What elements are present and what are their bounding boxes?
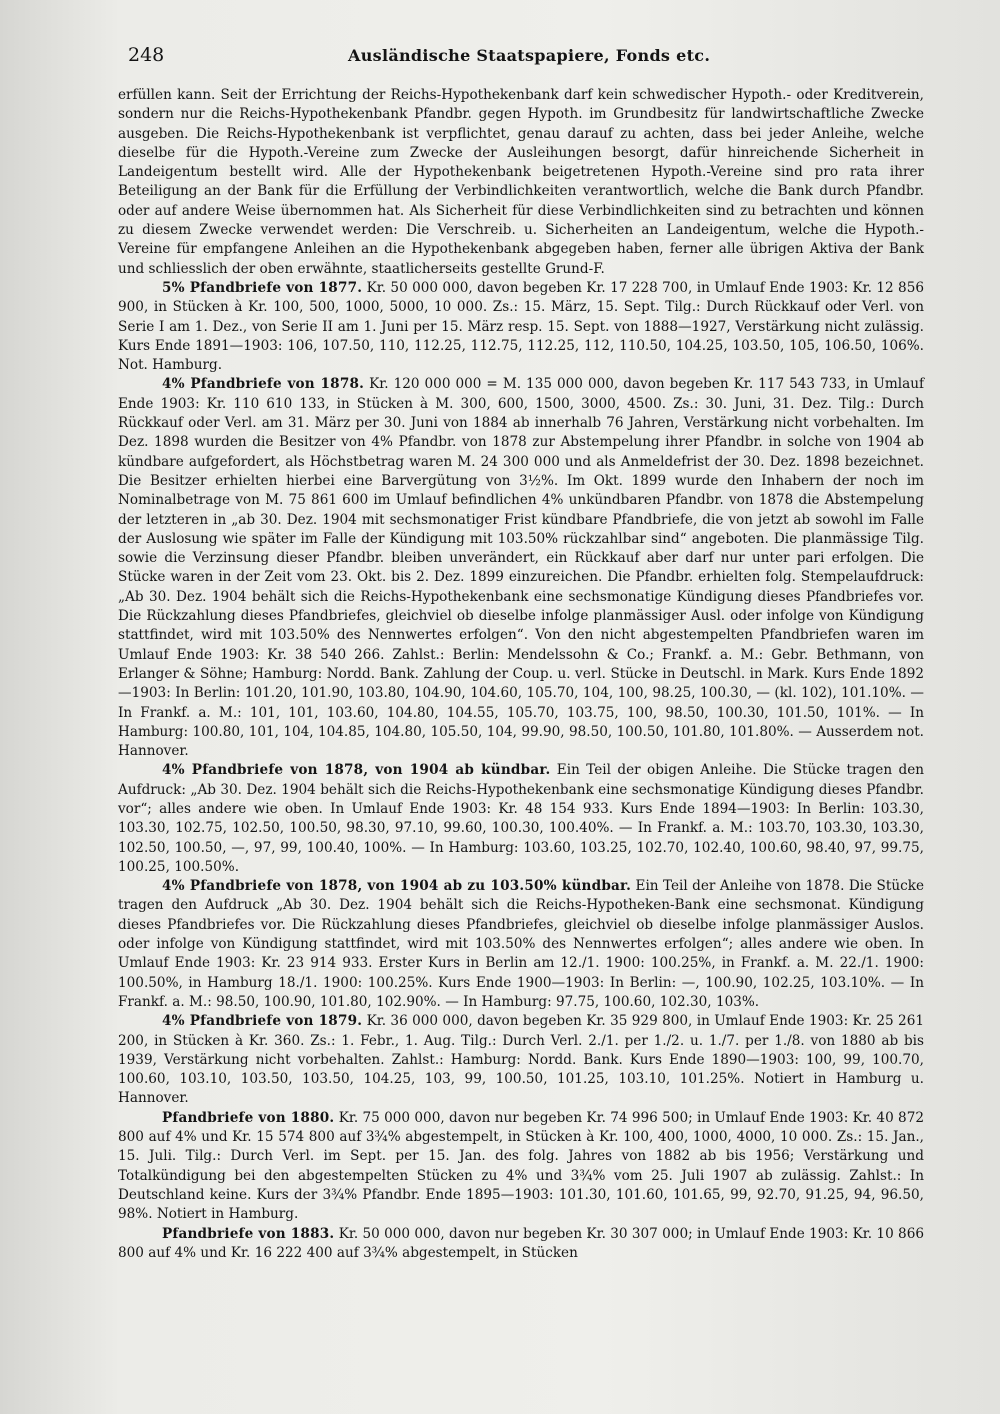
entry-heading: Pfandbriefe von 1883. bbox=[162, 1225, 335, 1242]
paragraph-text: Ein Teil der obigen Anleihe. Die Stücke tragen den Aufdruck: „Ab 30. Dez. 1904 behält sich die Reichs-Hypothekenbank eine sechsmonatige Kündigung dieses Pfandbr. vor“; alles andere wie oben. In Umlauf Ende 1903: Kr. 48 154 933. Kurs Ende 1894—1903: In Berlin: 103.30, 103.30, 102.75, 102.50, 100.50, 98.30, 97.10, 99.60, 100.30, 100.40%. — In Frankf. a. M.: 103.70, 103.30, 103.30, 102.50, 100.50, —, 97, 99, 100.40, 100%. — In Hamburg: 103.60, 103.25, 102.70, 102.40, 100.60, 98.40, 97, 99.75, 100.25, 100.50%. bbox=[118, 762, 924, 875]
paragraph-text: Ein Teil der Anleihe von 1878. Die Stücke tragen den Aufdruck „Ab 30. Dez. 1904 behält sich die Reichs-Hypotheken-Bank eine sechsmonat. Kündigung dieses Pfandbriefes vor. Die Rückzahlung dieses Pfandbriefes, gleichviel ob dieselbe infolge planmässiger Auslos. oder infolge von Kündigung stattfindet, wird mit 103.50% des Nennwertes erfolgen“; alles andere wie oben. In Umlauf Ende 1903: Kr. 23 914 933. Erster Kurs in Berlin am 12./1. 1900: 100.25%, in Frankf. a. M. 22./1. 1900: 100.50%, in Hamburg 18./1. 1900: 100.25%. Kurs Ende 1900—1903: In Berlin: —, 100.90, 102.25, 103.10%. — In Frankf. a. M.: 98.50, 100.90, 101.80, 102.90%. — In Hamburg: 97.75, 100.60, 102.30, 103%. bbox=[118, 878, 924, 1010]
body-text bbox=[118, 86, 924, 1263]
paragraph bbox=[118, 1109, 924, 1225]
paragraph bbox=[118, 279, 924, 375]
paragraph bbox=[118, 86, 924, 279]
entry-heading: 4% Pfandbriefe von 1878, von 1904 ab kündbar. bbox=[162, 762, 551, 779]
paragraph-text: Kr. 50 000 000, davon begeben Kr. 17 228 700, in Umlauf Ende 1903: Kr. 12 856 900, in Stücken à Kr. 100, 500, 1000, 5000, 10 000. Zs.: 15. März, 15. Sept. Tilg.: Durch Rückkauf oder Verl. von Serie I am 1. Dez., von Serie II am 1. Juni per 15. März resp. 15. Sept. von 1888—1927, Verstärkung nicht zulässig. Kurs Ende 1891—1903: 106, 107.50, 110, 112.25, 112.75, 112.25, 112, 110.50, 104.25, 103.50, 105, 106.50, 106%. Not. Hamburg. bbox=[118, 279, 924, 374]
paragraph-text: Kr. 36 000 000, davon begeben Kr. 35 929 800, in Umlauf Ende 1903: Kr. 25 261 200, in Stücken à Kr. 360. Zs.: 1. Febr., 1. Aug. Tilg.: Durch Verl. 2./1. per 1./2. u. 1./7. per 1./8. von 1880 ab bis 1939, Verstärkung nicht vorbehalten. Zahlst.: Hamburg: Nordd. Bank. Kurs Ende 1890—1903: 100, 99, 100.70, 100.60, 103.10, 103.50, 103.50, 104.25, 103, 99, 100.50, 101.25, 103.10, 101.25%. Notiert in Hamburg u. Hannover. bbox=[118, 1013, 924, 1107]
page-number: 248 bbox=[128, 44, 165, 66]
paragraph bbox=[118, 761, 924, 877]
paragraph-text: erfüllen kann. Seit der Errichtung der Reichs-Hypothekenbank darf kein schwedischer Hypoth.- oder Kreditverein, sondern nur die Reichs-Hypothekenbank Pfandbr. gegen Hypoth. im Grundbesitz für landwirtschaftliche Zwecke ausgeben. Die Reichs-Hypothekenbank ist verpflichtet, genau darauf zu achten, dass bei jeder Anleihe, welche dieselbe für die Hypoth.-Vereine zum Zwecke der Ausleihungen besorgt, dafür hinreichende Sicherheit in Landeigentum bestellt wird. Alle der Hypothekenbank beigetretenen Hypoth.-Vereine sind pro rata ihrer Beteiligung an der Bank für die Erfüllung der Verbindlichkeiten verantwortlich, welche die Bank durch Pfandbr. oder auf andere Weise übernommen hat. Als Sicherheit für diese Verbindlichkeiten sind zu betrachten und können zu diesem Zwecke verwendet werden: Die Verschreib. u. Sicherheiten an Landeigentum, welche die Hypoth.-Vereine für empfangene Anleihen an die Hypothekenbank abgegeben haben, ferner alle übrigen Aktiva der Bank und schliesslich der oben erwähnte, staatlicherseits gestellte Grund-F. bbox=[118, 87, 924, 277]
entry-heading: 4% Pfandbriefe von 1878. bbox=[162, 376, 365, 393]
entry-heading: 4% Pfandbriefe von 1878, von 1904 ab zu 103.50% kündbar. bbox=[162, 878, 632, 895]
paragraph bbox=[118, 375, 924, 761]
paragraph bbox=[118, 1012, 924, 1108]
page-header bbox=[118, 44, 924, 80]
paragraph-text: Kr. 75 000 000, davon nur begeben Kr. 74 996 500; in Umlauf Ende 1903: Kr. 40 872 800 auf 4% und Kr. 15 574 800 auf 3¾% abgestempelt, in Stücken à Kr. 100, 400, 1000, 4000, 10 000. Zs.: 15. Jan., 15. Juli. Tilg.: Durch Verl. im Sept. per 15. Jan. des folg. Jahres von 1882 ab bis 1956; Verstärkung und Totalkündigung bei den abgestempelten Stücken zu 4% und 3¾% vom 25. Juli 1907 ab zulässig. Zahlst.: In Deutschland keine. Kurs der 3¾% Pfandbr. Ende 1895—1903: 101.30, 101.60, 101.65, 99, 92.70, 91.25, 94, 96.50, 98%. Notiert in Hamburg. bbox=[118, 1109, 924, 1223]
entry-heading: Pfandbriefe von 1880. bbox=[162, 1109, 335, 1126]
paragraph-text: Kr. 120 000 000 = M. 135 000 000, davon begeben Kr. 117 543 733, in Umlauf Ende 1903: Kr. 110 610 133, in Stücken à M. 300, 600, 1500, 3000, 4500. Zs.: 30. Juni, 31. Dez. Tilg.: Durch Rückkauf oder Verl. am 31. März per 30. Juni von 1884 ab innerhalb 76 Jahren, Verstärkung nicht vorbehalten. Im Dez. 1898 wurden die Besitzer von 4% Pfandbr. von 1878 zur Abstempelung ihrer Pfandbr. in solche von 1904 ab kündbare aufgefordert, als Höchstbetrag waren M. 24 300 000 und als Anmeldefrist der 30. Dez. 1898 bezeichnet. Die Besitzer erhielten hierbei eine Barvergütung von 3½%. Im Okt. 1899 wurde den Inhabern der noch im Nominalbetrage von M. 75 861 600 im Umlauf befindlichen 4% unkündbaren Pfandbr. von 1878 die Abstempelung der letzteren in „ab 30. Dez. 1904 mit sechsmonatiger Frist kündbare Pfandbriefe, die von jetzt ab sowohl im Falle der Auslosung wie später im Falle der Kündigung mit 103.50% rückzahlbar sind“ angeboten. Die planmässige Tilg. sowie die Verzinsung dieser Pfandbr. bleiben unverändert, ein Rückkauf aber darf nur unter pari erfolgen. Die Stücke waren in der Zeit vom 23. Okt. bis 2. Dez. 1899 einzureichen. Die Pfandbr. erhielten folg. Stempelaufdruck: „Ab 30. Dez. 1904 behält sich die Reichs-Hypothekenbank eine sechsmonatige Kündigung dieses Pfandbriefes vor. Die Rückzahlung dieses Pfandbriefes, gleichviel ob dieselbe infolge planmässiger Ausl. oder infolge von Kündigung stattfindet, wird mit 103.50% des Nennwertes erfolgen“. Von den nicht abgestempelten Pfandbriefen waren im Umlauf Ende 1903: Kr. 38 540 266. Zahlst.: Berlin: Mendelssohn & Co.; Frankf. a. M.: Gebr. Bethmann, von Erlanger & Söhne; Hamburg: Nordd. Bank. Zahlung der Coup. u. verl. Stücke in Deutschl. in Mark. Kurs Ende 1892—1903: In Berlin: 101.20, 101.90, 103.80, 104.90, 104.60, 105.70, 104, 100, 98.25, 100.30, — (kl. 102), 101.10%. — In Frankf. a. M.: 101, 101, 103.60, 104.80, 104.55, 105.70, 103.75, 100, 98.50, 100.30, 101.50, 101%. — In Hamburg: 100.80, 101, 104, 104.85, 104.80, 105.50, 104, 99.90, 98.50, 100.50, 101.80, 101.80%. — Ausserdem not. Hannover. bbox=[118, 376, 925, 760]
entry-heading: 4% Pfandbriefe von 1879. bbox=[162, 1013, 363, 1030]
running-title: Ausländische Staatspapiere, Fonds etc. bbox=[348, 46, 711, 65]
entry-heading: 5% Pfandbriefe von 1877. bbox=[162, 279, 363, 296]
paragraph bbox=[118, 1225, 924, 1264]
paragraph-text: Kr. 50 000 000, davon nur begeben Kr. 30 307 000; in Umlauf Ende 1903: Kr. 10 866 800 auf 4% und Kr. 16 222 400 auf 3¾% abgestempelt, in Stücken bbox=[118, 1225, 924, 1261]
paragraph bbox=[118, 877, 924, 1012]
